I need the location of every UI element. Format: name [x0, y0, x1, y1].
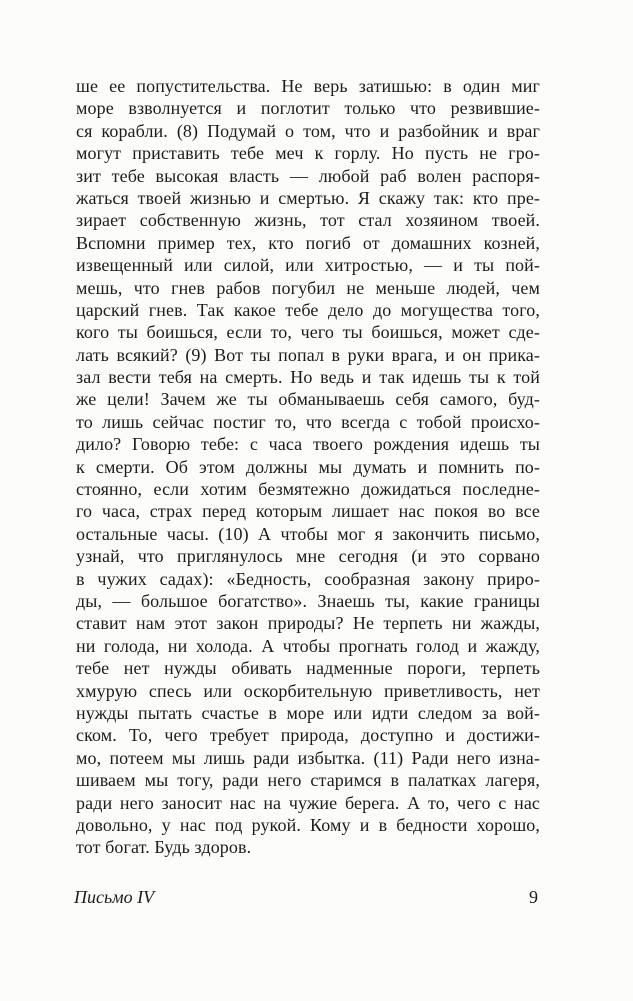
page-footer [74, 886, 538, 908]
text-line: нужды пытать счастье в море или идти следом за вой- [76, 702, 540, 723]
text-line: извещенный или силой, или хитростью, — и ты пой- [76, 255, 540, 276]
text-line: в чужих садах): «Бедность, сообразная закону приро- [76, 568, 540, 589]
body-text [76, 75, 540, 859]
running-title: Письмо IV [74, 887, 155, 907]
text-line: ше ее попустительства. Не верь затишью: в один миг [76, 76, 540, 96]
text-line: могут приставить тебе меч к горлу. Но пусть не гро- [76, 143, 540, 164]
text-line: зит тебе высокая власть — любой раб волен распоря- [76, 165, 540, 186]
text-line: ни голода, ни холода. А чтобы прогнать голод и жажду, [76, 635, 540, 656]
text-line: узнай, что приглянулось мне сегодня (и это сорвано [76, 546, 540, 567]
text-line: ды, — большое богатство». Знаешь ты, какие границы [76, 590, 540, 611]
text-line: ставит нам этот закон природы? Не терпеть ни жажды, [76, 613, 540, 634]
text-line: то лишь сейчас постиг то, что всегда с тобой происхо- [76, 411, 540, 432]
text-line: море взволнуется и поглотит только что резвившие- [76, 98, 540, 119]
text-line: остальные часы. (10) А чтобы мог я закончить письмо, [76, 523, 540, 544]
text-line: же цели! Зачем же ты обманываешь себя самого, буд- [76, 389, 540, 410]
text-line: дило? Говорю тебе: с часа твоего рождения идешь ты [76, 434, 540, 455]
text-line: кого ты боишься, если то, чего ты боишься, может сде- [76, 322, 540, 343]
text-line: довольно, у нас под рукой. Кому и в бедности хорошо, [76, 814, 540, 835]
text-line: лать всякий? (9) Вот ты попал в руки врага, и он прика- [76, 344, 540, 365]
text-line: зирает собственную жизнь, тот стал хозяином твоей. [76, 210, 540, 231]
text-line: тебе нет нужды обивать надменные пороги, терпеть [76, 658, 540, 679]
text-line: хмурую спесь или оскорбительную приветливость, нет [76, 680, 540, 701]
text-line: ся корабли. (8) Подумай о том, что и разбойник и враг [76, 120, 540, 141]
text-line: стоянно, если хотим безмятежно дожидаться последне- [76, 479, 540, 500]
text-line: тот богат. Будь здоров. [76, 837, 252, 858]
text-line: мо, потеем мы лишь ради избытка. (11) Ради него изна- [76, 747, 540, 768]
text-line: к смерти. Об этом должны мы думать и помнить по- [76, 456, 540, 477]
page-number: 9 [529, 887, 538, 907]
text-line: шиваем мы тогу, ради него старимся в палатках лагеря, [76, 770, 540, 791]
text-line: ради него заносит нас на чужие берега. А то, чего с нас [76, 792, 540, 813]
text-line: го часа, страх перед которым лишает нас покоя во все [76, 501, 540, 522]
text-line: ском. То, чего требует природа, доступно и достижи- [76, 725, 540, 746]
text-line: мешь, что гнев рабов погубил не меньше людей, чем [76, 277, 540, 298]
text-line: жаться твоей жизнью и смертью. Я скажу так: кто пре- [76, 187, 540, 208]
text-line: зал вести тебя на смерть. Но ведь и так идешь ты к той [76, 367, 540, 388]
text-line: Вспомни пример тех, кто погиб от домашних козней, [76, 232, 540, 253]
text-line: царский гнев. Так какое тебе дело до могущества того, [76, 299, 540, 320]
